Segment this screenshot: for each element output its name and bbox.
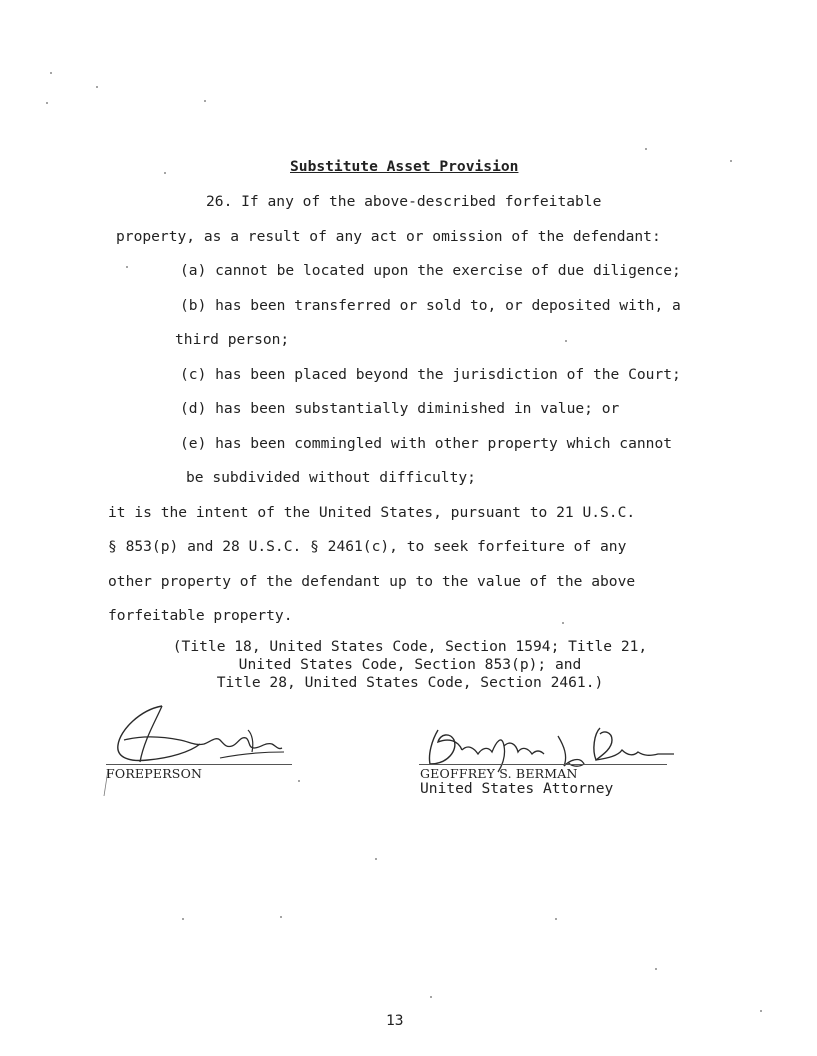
scan-speck bbox=[565, 340, 567, 342]
condition-b: (b) has been transferred or sold to, or deposited with, a bbox=[180, 297, 681, 314]
intent-line-4: forfeitable property. bbox=[108, 607, 293, 624]
scan-speck bbox=[182, 918, 184, 920]
scan-speck bbox=[375, 858, 377, 860]
scan-speck bbox=[555, 918, 557, 920]
scan-speck bbox=[126, 266, 128, 268]
scan-speck bbox=[280, 916, 282, 918]
attorney-name: GEOFFREY S. BERMAN bbox=[420, 766, 578, 781]
citation-line-2: United States Code, Section 853(p); and bbox=[238, 656, 582, 673]
scan-speck bbox=[50, 72, 52, 74]
foreperson-signature-line bbox=[106, 764, 292, 765]
citation-line-3: Title 28, United States Code, Section 2461.) bbox=[216, 674, 604, 691]
paragraph-line-1: 26. If any of the above-described forfeitable bbox=[206, 193, 602, 210]
attorney-signature-line bbox=[419, 764, 667, 765]
statutory-citation bbox=[150, 638, 670, 692]
intent-line-1: it is the intent of the United States, pursuant to 21 U.S.C. bbox=[108, 504, 636, 521]
scan-speck bbox=[562, 622, 564, 624]
section-heading: Substitute Asset Provision bbox=[290, 158, 519, 175]
scan-speck bbox=[430, 996, 432, 998]
condition-e: (e) has been commingled with other property which cannot bbox=[180, 435, 673, 452]
intent-line-2: § 853(p) and 28 U.S.C. § 2461(c), to seek forfeiture of any bbox=[108, 538, 627, 555]
scan-speck bbox=[164, 172, 166, 174]
intent-line-3: other property of the defendant up to the value of the above bbox=[108, 573, 636, 590]
scan-speck bbox=[730, 160, 732, 162]
scan-speck bbox=[760, 1010, 762, 1012]
condition-c: (c) has been placed beyond the jurisdiction of the Court; bbox=[180, 366, 681, 383]
foreperson-label: FOREPERSON bbox=[106, 766, 203, 781]
paragraph-line-2: property, as a result of any act or omission of the defendant: bbox=[116, 228, 661, 245]
condition-e-continued: be subdivided without difficulty; bbox=[186, 469, 476, 486]
scan-speck bbox=[96, 86, 98, 88]
condition-b-continued: third person; bbox=[175, 331, 290, 348]
scan-speck bbox=[645, 148, 647, 150]
scan-speck bbox=[655, 968, 657, 970]
scan-speck bbox=[46, 102, 48, 104]
page-number: 13 bbox=[386, 1012, 404, 1029]
condition-a: (a) cannot be located upon the exercise of due diligence; bbox=[180, 262, 681, 279]
scan-speck bbox=[298, 780, 300, 782]
attorney-title: United States Attorney bbox=[420, 780, 614, 797]
condition-d: (d) has been substantially diminished in value; or bbox=[180, 400, 620, 417]
citation-line-1: (Title 18, United States Code, Section 1594; Title 21, bbox=[172, 638, 648, 655]
scan-speck bbox=[204, 100, 206, 102]
